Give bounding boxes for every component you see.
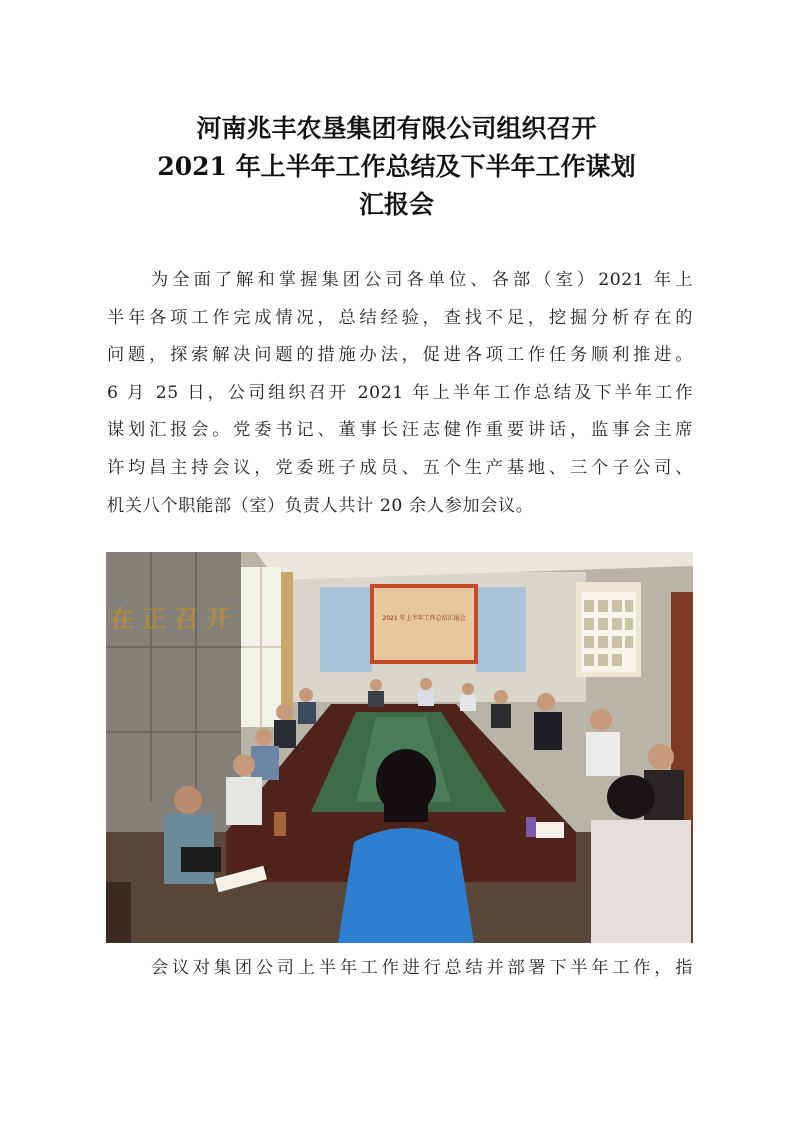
body-paragraph-2 — [107, 950, 693, 988]
title-line-2: 2021 年上半年工作总结及下半年工作谋划 — [157, 152, 636, 181]
paragraph-line: 半年各项工作完成情况，总结经验，查找不足，挖掘分析存在的 — [107, 307, 693, 328]
wall-sign-text: 在正召开 — [110, 604, 238, 633]
screen-text: 2021 年上半年工作总结汇报会 — [382, 615, 466, 622]
meeting-photo — [106, 552, 693, 943]
paragraph-line: 谋划汇报会。党委书记、董事长汪志健作重要讲话，监事会主席 — [107, 420, 693, 441]
paragraph-line: 机关八个职能部（室）负责人共计 20 余人参加会议。 — [107, 495, 534, 516]
title-line-3: 汇报会 — [358, 190, 434, 219]
paragraph-line: 为全面了解和掌握集团公司各单位、各部（室）2021 年上 — [151, 270, 693, 290]
paragraph-line: 6 月 25 日，公司组织召开 2021 年上半年工作总结及下半年工作 — [107, 382, 693, 403]
document-title — [80, 110, 713, 224]
body-paragraph-1 — [107, 262, 693, 525]
title-line-1: 河南兆丰农垦集团有限公司组织召开 — [196, 114, 597, 143]
paragraph-line: 许均昌主持会议，党委班子成员、五个生产基地、三个子公司、 — [107, 457, 693, 478]
paragraph-line: 问题，探索解决问题的措施办法，促进各项工作任务顺利推进。 — [107, 345, 693, 366]
paragraph-line: 会议对集团公司上半年工作进行总结并部署下半年工作，指 — [151, 958, 693, 978]
